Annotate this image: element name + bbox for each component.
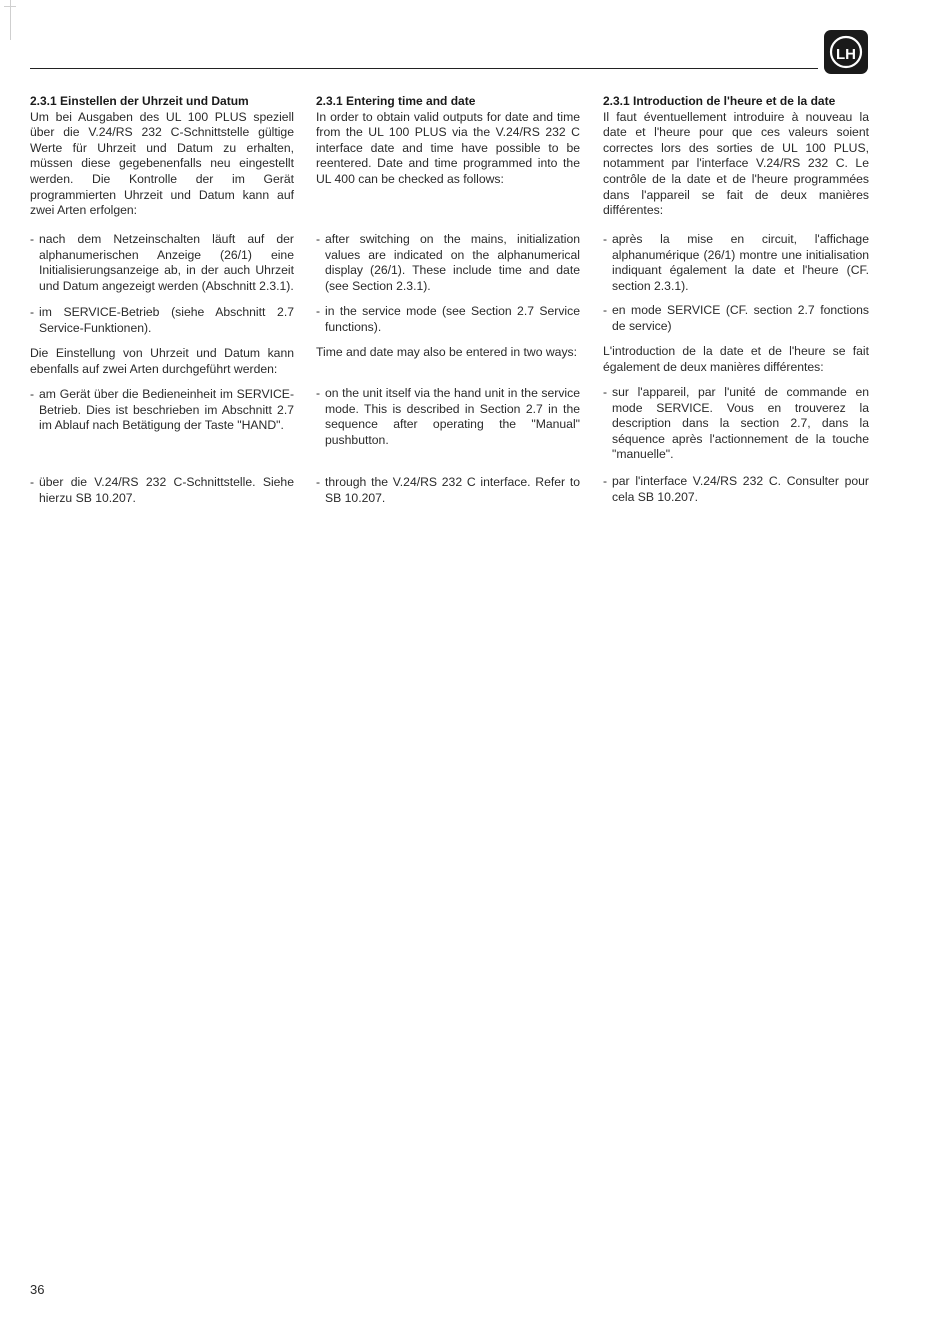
section-heading: 2.3.1 Einstellen der Uhrzeit und Datum [30, 94, 249, 108]
list-item: - am Gerät über die Bedieneinheit im SERVICE-Betrieb. Dies ist beschrieben im Abschnitt 2.7 im Ablauf nach Betätigung der Taste "HAND". [30, 387, 294, 433]
list-item: - after switching on the mains, initialization values are indicated on the alphanumerical display (26/1). These include time and date (see Section 2.3.1). [316, 232, 580, 293]
svg-text:LH: LH [836, 46, 856, 63]
list-item: - on the unit itself via the hand unit in the service mode. This is described in Section 2.7 in the sequence after operating the "Manual" pushbutton. [316, 386, 580, 447]
lh-logo-icon [820, 30, 872, 74]
list-item: - après la mise en circuit, l'affichage alphanumérique (26/1) montre une initialisation indiquant également la date et l'heure (CF. section 2.3.1). [603, 232, 869, 293]
setting-intro-paragraph: Die Einstellung von Uhrzeit und Datum kann ebenfalls auf zwei Arten durchgeführt werden: [30, 346, 294, 376]
list-item: - sur l'appareil, par l'unité de commande en mode SERVICE. Vous en trouverez la description dans la section 2.7, dans la séquence après l'actionnement de la touche "manuelle". [603, 385, 869, 462]
setting-intro-paragraph: Time and date may also be entered in two ways: [316, 345, 578, 359]
header-rule [30, 68, 818, 69]
page-number: 36 [30, 1282, 45, 1297]
list-item: - en mode SERVICE (CF. section 2.7 fonctions de service) [603, 303, 869, 333]
list-item: - nach dem Netzeinschalten läuft auf der alphanumerischen Anzeige (26/1) eine Initialisierungsanzeige ab, in der auch Uhrzeit und Datum angezeigt werden (Abschnitt 2.3.1). [30, 232, 294, 293]
list-item: - im SERVICE-Betrieb (siehe Abschnitt 2.7 Service-Funktionen). [30, 305, 294, 335]
list-item: - in the service mode (see Section 2.7 Service functions). [316, 304, 580, 334]
scan-edge-mark-horizontal [4, 6, 16, 7]
intro-paragraph: Um bei Ausgaben des UL 100 PLUS speziell über die V.24/RS 232 C-Schnittstelle gültige Werte für Uhrzeit und Datum zu erhalten, müssen diese gegebenenfalls neu eingestellt werden. Die Kontrolle der im Gerät programmierten Uhrzeit und Datum kann auf zwei Arten erfolgen: [30, 109, 294, 218]
list-item: - über die V.24/RS 232 C-Schnittstelle. Siehe hierzu SB 10.207. [30, 475, 294, 505]
list-item: - through the V.24/RS 232 C interface. Refer to SB 10.207. [316, 475, 580, 505]
intro-paragraph: In order to obtain valid outputs for date and time from the UL 100 PLUS via the V.24/RS 232 C interface date and time have possible to be reentered. Date and time programmed into the UL 400 can be checked as follows: [316, 109, 580, 186]
setting-intro-paragraph: L'introduction de la date et de l'heure se fait également de deux manières différentes: [603, 344, 869, 374]
section-heading: 2.3.1 Introduction de l'heure et de la date [603, 94, 836, 108]
intro-paragraph: Il faut éventuellement introduire à nouveau la date et l'heure pour que ces valeurs soient correctes lors des sorties de UL 100 PLUS, notamment par l'interface V.24/RS 232 C. Le contrôle de la date et de l'heure programmées dans l'appareil se fait de deux manières différentes: [603, 109, 869, 218]
section-heading: 2.3.1 Entering time and date [316, 94, 476, 108]
list-item: - par l'interface V.24/RS 232 C. Consulter pour cela SB 10.207. [603, 474, 869, 504]
